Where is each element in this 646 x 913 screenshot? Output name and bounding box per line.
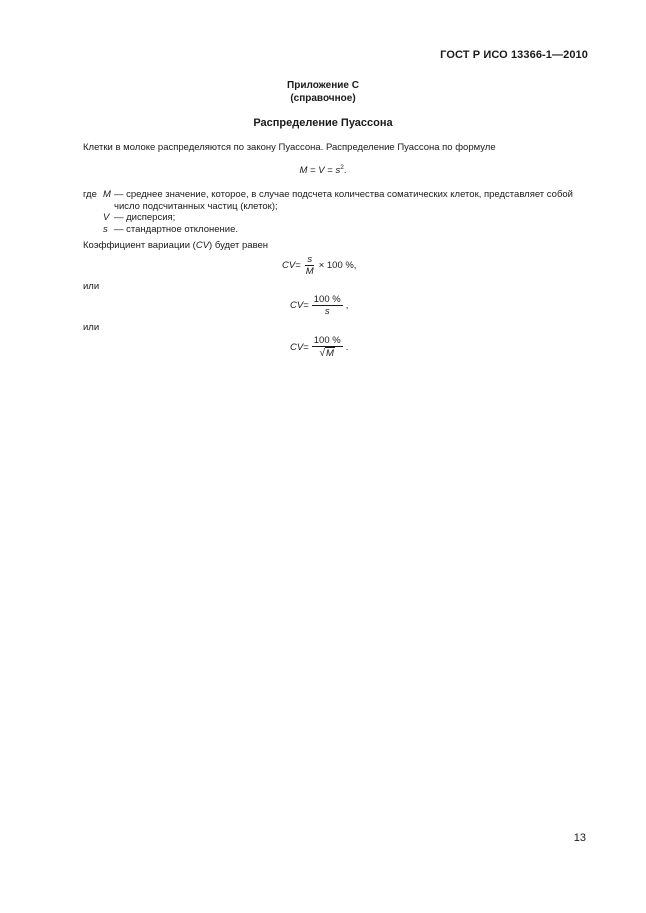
page-number: 13 — [573, 832, 586, 844]
formula-poisson-m: M — [299, 165, 308, 176]
sqrt-icon: √ — [319, 348, 326, 359]
formula-poisson-s: s — [335, 165, 341, 176]
sqrt-radicand: M — [326, 348, 334, 359]
or-label: или — [83, 281, 100, 292]
coefficient-sentence: Коэффициент вариации (CV) будет равен — [83, 240, 269, 251]
formula-poisson-eq1: = — [307, 165, 319, 176]
definition-text: — стандартное отклонение. — [114, 223, 238, 235]
fraction-denominator: s — [324, 306, 330, 317]
fraction-numerator: 100 % — [313, 294, 341, 305]
definition-symbol: s — [103, 223, 108, 235]
square-root — [318, 347, 337, 359]
formula-poisson-end: . — [343, 165, 347, 176]
formula-tail: × 100 %, — [318, 260, 357, 271]
definition-symbol: V — [103, 212, 110, 223]
appendix-note: (справочное) — [290, 93, 356, 104]
or-label: или — [83, 322, 100, 333]
definition-row — [83, 212, 583, 224]
cv-symbol: CV — [290, 300, 304, 311]
definition-text: — среднее значение, которое, в случае подсчета количества соматических клеток, представляет собой число подсчитанных частиц (клеток); — [114, 189, 573, 212]
fraction — [312, 335, 343, 359]
formula-cv-1: CV = $\frac{s}{M}$ × 100 %, — [282, 254, 357, 277]
fraction-numerator: s — [307, 254, 313, 265]
intro-paragraph: Клетки в молоке распределяются по закону Пуассона. Распределение Пуассона по формуле — [83, 142, 496, 153]
coefficient-symbol: CV — [195, 240, 210, 251]
definition-row — [83, 224, 583, 236]
definitions-list — [83, 189, 583, 235]
fraction-denominator: M — [305, 266, 314, 277]
definition-symbol: M — [103, 189, 111, 200]
fraction-numerator: 100 % — [313, 335, 341, 346]
definitions-where: где — [83, 189, 97, 200]
formula-poisson-eq2: = — [324, 165, 336, 176]
formula-cv-3: CV = 100 % √ M . — [290, 335, 349, 359]
fraction — [304, 254, 316, 277]
cv-symbol: CV — [282, 260, 296, 271]
cv-symbol: CV — [290, 341, 304, 353]
section-title: Распределение Пуассона — [253, 117, 393, 129]
formula-cv-2: CV = $\frac{100 \%}{s}$ , — [290, 294, 349, 317]
formula-tail: . — [345, 341, 349, 353]
appendix-label: Приложение С — [287, 80, 359, 91]
definition-text: — дисперсия; — [114, 212, 176, 223]
formula-poisson-exponent: 2 — [340, 163, 344, 171]
formula-tail: , — [345, 300, 349, 311]
fraction — [312, 294, 343, 317]
formula-poisson — [0, 165, 646, 176]
definition-row — [83, 189, 583, 212]
document-header: ГОСТ Р ИСО 13366-1—2010 — [440, 49, 588, 61]
formula-poisson-v: V — [318, 165, 325, 176]
